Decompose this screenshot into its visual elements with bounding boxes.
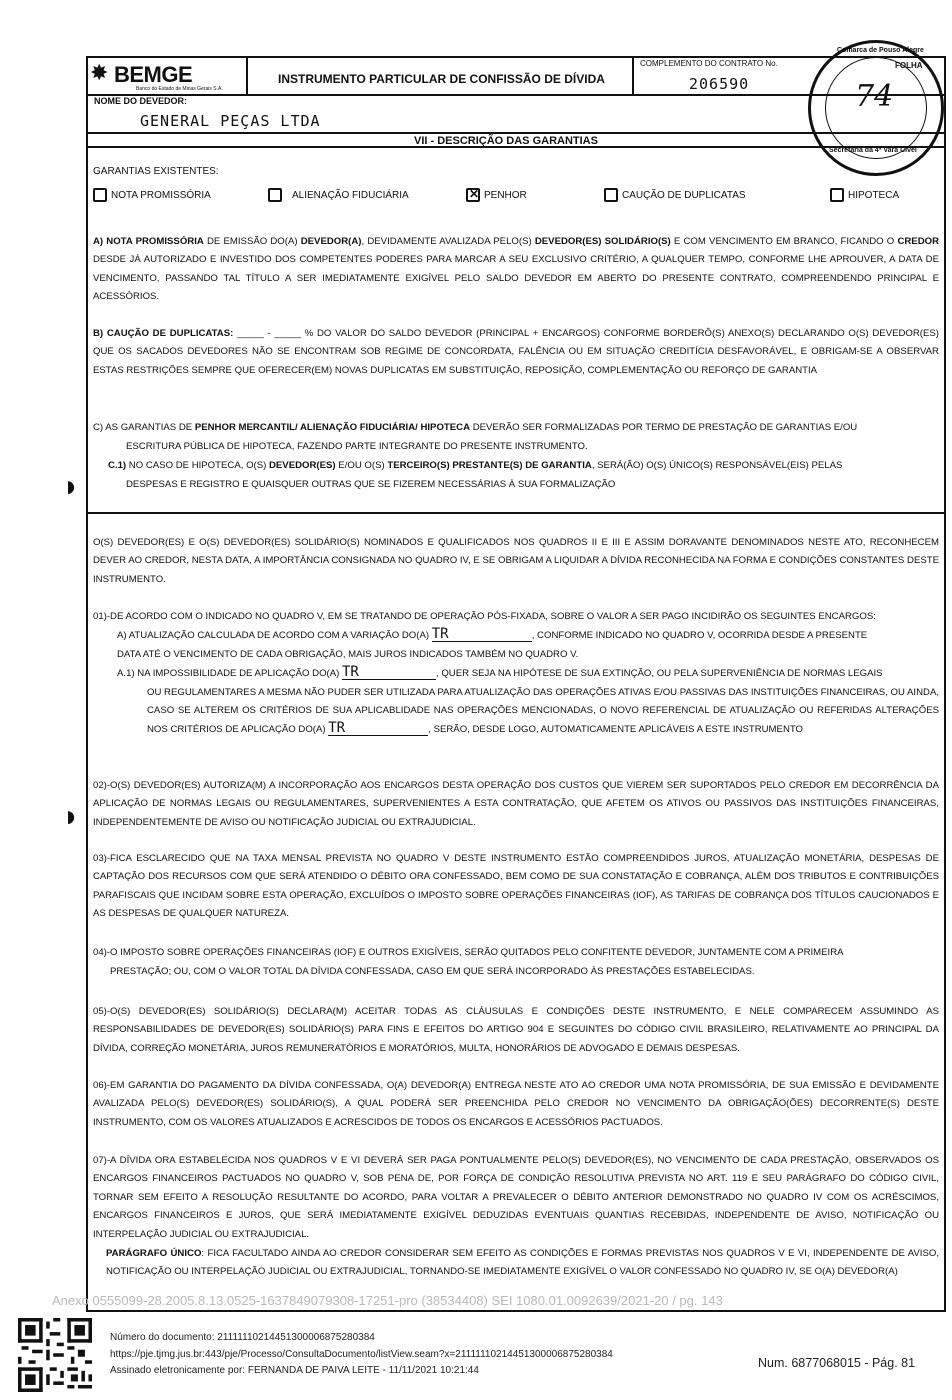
checkbox-box — [268, 188, 282, 202]
footer-info — [110, 1330, 613, 1380]
paragrafo-unico-head: PARÁGRAFO ÚNICO — [106, 1248, 202, 1259]
intro-paragraph: O(S) DEVEDOR(ES) E O(S) DEVEDOR(ES) SOLIDÁRIO(S) NOMINADOS E QUALIFICADOS NOS QUADROS II E III E ASSIM DORAVANTE DENOMINADOS NESTE ATO, RECONHECEM DEVER AO CREDOR, NESTA DATA, A IMPORTÂNCIA CONSIGNADA NO QUADRO IV, E SE OBRIGAM A LIQUIDAR A DÍVIDA RECONHECIDA NA FORMA E CONDIÇÕES CONSTANTES DESTE INSTRUMENTO. — [93, 537, 939, 585]
contract-number: 206590 — [689, 75, 750, 93]
clause-c-text-2: DEVERÃO SER FORMALIZADAS POR TERMO DE PRESTAÇÃO DE GARANTIAS E/OU — [470, 422, 858, 433]
punch-mark-icon: ◗ — [62, 800, 81, 833]
debtor-label: NOME DO DEVEDOR: — [94, 96, 188, 106]
logo-text: BEMGE — [114, 62, 193, 87]
clause-b — [93, 325, 939, 380]
item-05: 05)-O(S) DEVEDOR(ES) SOLIDÁRIO(S) DECLARA(M) ACEITAR TODAS AS CLÁUSULAS E CONDIÇÕES DESTE INSTRUMENTO, E NELE COMPARECEM ASSUMINDO AS RESPONSABILIDADES DE DEVEDOR(ES) SOLIDÁRIO(S) PARA FINS E EFEITOS DO ARTIGO 904 E SEGUINTES DO CÓDIGO CIVIL BRASILEIRO, RELATIVAMENTE AO PRINCIPAL DA DÍVIDA, CORREÇÃO MONETÁRIA, JUROS REMUNERATÓRIOS E MORATÓRIOS, MULTA, HONORÁRIOS DE ADVOGADO E DEMAIS DESPESAS. — [93, 1006, 939, 1054]
footer-signature: Assinado eletronicamente por: FERNANDA DE PAIVA LEITE - 11/11/2021 10:21:44 — [110, 1365, 479, 1376]
clause-c1-text-1: NO CASO DE HIPOTECA, O(S) — [126, 460, 269, 471]
clause-a-credor: CREDOR — [897, 236, 940, 247]
checkbox-nota-promissoria[interactable] — [93, 188, 211, 202]
qr-code-icon — [18, 1318, 92, 1392]
checkbox-label: NOTA PROMISSÓRIA — [111, 189, 211, 201]
index-value-2: TR — [342, 665, 436, 680]
checkbox-hipoteca[interactable] — [830, 188, 899, 202]
court-stamp — [808, 40, 944, 176]
clause-a — [93, 233, 939, 307]
footer-doc-number: Número do documento: 21111110214451300006875280384 — [110, 1332, 375, 1343]
clause-c-head: PENHOR MERCANTIL/ ALIENAÇÃO FIDUCIÁRIA/ HIPOTECA — [194, 422, 471, 433]
checkbox-label: ALIENAÇÃO FIDUCIÁRIA — [292, 189, 409, 201]
clause-c1-text-2: E/OU O(S) — [335, 460, 388, 471]
clause-a-head: A) NOTA PROMISSÓRIA — [93, 236, 204, 247]
item-03: 03)-FICA ESCLARECIDO QUE NA TAXA MENSAL PREVISTA NO QUADRO V DESTE INSTRUMENTO ESTÃO COMPREENDIDOS JUROS, ATUALIZAÇÃO MONETÁRIA, DESPESAS DE CAPTAÇÃO DOS RECURSOS COM QUE SERÁ ATENDIDO O DÉBITO ORA CONFESSADO, BEM COMO DE SUA CONSTATAÇÃO E COBRANÇA, ALÉM DOS TRIBUTOS E CONTRIBUIÇÕES PARAFISCAIS QUE INCIDAM SOBRE ESTA OPERAÇÃO, EXCLUÍDOS O IMPOSTO SOBRE OPERAÇÕES FINANCEIRAS (IOF), AS TARIFAS DE COBRANÇA DOS TÍTULOS CAUCIONADOS E AS DESPESAS DE QUALQUER NATUREZA. — [93, 853, 939, 920]
clause-c1 — [108, 457, 928, 475]
stamp-bottom-text: Secretaria da 4ª Vara Cível — [829, 147, 917, 154]
clause-a-text-1: DE EMISSÃO DO(A) — [203, 236, 301, 247]
item-01-a1-body — [147, 684, 939, 739]
clause-a-text-4: DESDE JÁ AUTORIZADO E INVESTIDO DOS COMPETENTES PODERES PARA MARCAR A SEU EXCLUSIVO CRITÉRIO, A QUALQUER TEMPO, CONFORME LHE APROUVER, A DATA DE VENCIMENTO, PASSANDO TAL TÍTULO A SER IMEDIATAMENTE EXIGÍVEL PELO SALDO DEVEDOR EM ABERTO DO PRESENTE CONTRATO, COMPREENDENDO PRINCIPAL E ACESSÓRIOS. — [93, 254, 939, 303]
clause-c1-devedor: DEVEDOR(ES) — [268, 460, 336, 471]
item-01-a1-text-1: A.1) NA IMPOSSIBILIDADE DE APLICAÇÃO DO(A) — [117, 668, 342, 679]
item-01-a1-text-2: , QUER SEJA NA HIPÓTESE DE SUA EXTINÇÃO, OU PELA SUPERVENIÊNCIA DE NORMAS LEGAIS — [435, 668, 883, 679]
clause-b-head: B) CAUÇÃO DE DUPLICATAS: — [93, 328, 234, 339]
watermark: Anexo 0555099-28.2005.8.13.0525-1637849079308-17251-pro (38534408) SEI 1080.01.0092639/2021-20 / pg. 143 — [52, 1293, 723, 1308]
index-value: TR — [432, 627, 532, 642]
item-01-a-text-2: , CONFORME INDICADO NO QUADRO V, OCORRIDA DESDE A PRESENTE — [531, 630, 868, 641]
bank-logo — [88, 58, 248, 94]
checkbox-label: HIPOTECA — [848, 189, 900, 201]
checkbox-alienacao-fiduciaria[interactable] — [268, 188, 409, 202]
clause-c1-head: C.1) — [108, 460, 127, 471]
item-01-a1 — [117, 665, 939, 683]
checkbox-label: CAUÇÃO DE DUPLICATAS — [622, 189, 746, 201]
item-01-a-text-1: A) ATUALIZAÇÃO CALCULADA DE ACORDO COM A VARIAÇÃO DO(A) — [117, 630, 432, 641]
clause-c1-terceiro: TERCEIRO(S) PRESTANTE(S) DE GARANTIA — [387, 460, 592, 471]
checkbox-checked-box — [466, 188, 480, 202]
paragrafo-unico — [106, 1245, 939, 1282]
clause-a-text-3: E COM VENCIMENTO EM BRANCO, FICANDO O — [670, 236, 898, 247]
clause-a-devedor: DEVEDOR(A) — [300, 236, 362, 247]
item-01-a1-text-3: OU REGULAMENTARES A MESMA NÃO PUDER SER UTILIZADA PARA ATUALIZAÇÃO DAS OPERAÇÕES ATIVAS E/OU PASSIVAS DAS INSTITUIÇÕES FINANCEIRAS, OU AINDA, CASO SE ALTEREM OS CRITÉRIOS DE SUA APLICABLIDADE NAS OPERAÇÕES MENCIONADAS, O NOVO REFERENCIAL DE ATUALIZAÇÃO OU REFERIDAS ALTERAÇÕES NOS CRITÉRIOS DE APLICAÇÃO DO(A) — [147, 687, 940, 735]
item-01: 01)-DE ACORDO COM O INDICADO NO QUADRO V, EM SE TRATANDO DE OPERAÇÃO PÓS-FIXADA, SOBRE O VALOR A SER PAGO INCIDIRÃO OS SEGUINTES ENCARGOS: — [93, 611, 876, 622]
clause-c — [93, 419, 939, 437]
item-01-a-line-2: DATA ATÉ O VENCIMENTO DE CADA OBRIGAÇÃO, MAIS JUROS INDICADOS TAMBÉM NO QUADRO V. — [117, 649, 579, 660]
punch-mark-icon: ◗ — [62, 470, 81, 503]
stamp-folha: FOLHA — [895, 61, 923, 70]
item-06: 06)-EM GARANTIA DO PAGAMENTO DA DÍVIDA CONFESSADA, O(A) DEVEDOR(A) ENTREGA NESTE ATO AO CREDOR UMA NOTA PROMISSÓRIA, DE SUA EMISSÃO E DEVIDAMENTE AVALIZADA PELO(S) DEVEDOR(ES) SOLIDÁRIO(S), A QUAL PODERÁ SER PREENCHIDA PELO CREDOR NO VENCIMENTO DA OBRIGAÇÃO(ÕES) DECORRENTE(S) DESTE INSTRUMENTO, COM OS VALORES ATUALIZADOS E ACRESCIDOS DE TODOS OS ENCARGOS E ACESSÓRIOS PACTUADOS. — [93, 1080, 939, 1128]
clause-c1-text-3: , SERÁ(ÃO) O(S) ÚNICO(S) RESPONSÁVEL(EIS) PELAS — [591, 460, 843, 471]
contract-label: COMPLEMENTO DO CONTRATO No. — [640, 59, 778, 68]
stamp-page-number: 74 — [855, 79, 894, 114]
clause-a-solidario: DEVEDOR(ES) SOLIDÁRIO(S) — [534, 236, 671, 247]
clause-b-text: % DO VALOR DO SALDO DEVEDOR (PRINCIPAL + ENCARGOS) CONFORME BORDERÔ(S) ANEXO(S) DECLARANDO O(S) DEVEDOR(ES) QUE OS SACADOS DEVEDORES NÃO SE ENCONTRAM SOB REGIME DE CONCORDATA, FALÊNCIA OU EM SITUAÇÃO CREDITÍCIA DESFAVORÁVEL, E OBRIGAM-SE A OBSERVAR ESTAS RESTRIÇÕES SEMPRE QUE OFERECER(EM) NOVAS DUPLICATAS EM SUBSTITUIÇÃO, REPOSIÇÃO, COMPLEMENTAÇÃO OU REFORÇO DE GARANTIA — [93, 328, 939, 376]
checkbox-penhor[interactable] — [466, 188, 527, 202]
checkbox-caucao-duplicatas[interactable] — [604, 188, 746, 202]
clause-a-text-2: , DEVIDAMENTE AVALIZADA PELO(S) — [361, 236, 535, 247]
document-title: INSTRUMENTO PARTICULAR DE CONFISSÃO DE DÍVIDA — [278, 72, 605, 86]
item-01-a1-text-4: , SERÃO, DESDE LOGO, AUTOMATICAMENTE APLICÁVEIS A ESTE INSTRUMENTO — [428, 723, 804, 735]
footer-page-ref: Num. 6877068015 - Pág. 81 — [758, 1356, 916, 1370]
item-02: 02)-O(S) DEVEDOR(ES) AUTORIZA(M) A INCORPORAÇÃO AOS ENCARGOS DESTA OPERAÇÃO DOS CUSTOS QUE VIEREM SER SUPORTADOS PELO CREDOR EM DECORRÊNCIA DA APLICAÇÃO DE NORMAS LEGAIS OU REGULAMENTARES, SUPERVENIENTES A ESTA CONTRATAÇÃO, QUE AFETEM OS ATIVOS OU PASSIVOS DAS INSTITUIÇÕES FINANCEIRAS, INDEPENDENTEMENTE DE AVISO OU NOTIFICAÇÃO JUDICIAL OU EXTRAJUDICIAL. — [93, 780, 939, 828]
clause-b-blank: _____ - _____ — [233, 328, 305, 339]
paragrafo-unico-body: : FICA FACULTADO AINDA AO CREDOR CONSIDERAR SEM EFEITO AS CONDIÇÕES E FORMAS PREVISTAS NOS QUADROS V E VI, INDEPENDENTE DE AVISO, NOTIFICAÇÃO OU INTERPELAÇÃO JUDICIAL OU EXTRAJUDICIAL, TORNANDO-SE IMEDIATAMENTE EXIGÍVEL O VALOR CONFESSADO NO QUADRO IV, SE O(A) DEVEDOR(A) — [106, 1248, 939, 1278]
section-divider — [86, 512, 946, 514]
checkbox-box — [93, 188, 107, 202]
logo-star-icon: ✸ — [90, 60, 109, 85]
index-value-3: TR — [328, 721, 428, 736]
checkbox-box — [604, 188, 618, 202]
item-04-line-2: PRESTAÇÃO; OU, COM O VALOR TOTAL DA DÍVIDA CONFESSADA, CASO EM QUE SERÁ INCORPORADO ÀS PRESTAÇÕES ESTABELECIDAS. — [110, 966, 755, 977]
logo-subtitle: Banco do Estado de Minas Gerais S.A. — [136, 86, 223, 92]
item-04: 04)-O IMPOSTO SOBRE OPERAÇÕES FINANCEIRAS (IOF) E OUTROS EXIGÍVEIS, SERÃO QUITADOS PELO CONFITENTE DEVEDOR, JUNTAMENTE COM A PRIMEIRA — [93, 947, 844, 958]
stamp-top-text: Comarca de Pouso Alegre — [837, 47, 924, 54]
debtor-name: GENERAL PEÇAS LTDA — [140, 112, 321, 130]
checkbox-label: PENHOR — [484, 189, 527, 201]
clause-c-line-2: ESCRITURA PÚBLICA DE HIPOTECA, FAZENDO PARTE INTEGRANTE DO PRESENTE INSTRUMENTO. — [126, 441, 588, 452]
footer-url[interactable]: https://pje.tjmg.jus.br:443/pje/Processo/ConsultaDocumento/listView.seam?x=21111110214451300006875280384 — [110, 1348, 613, 1360]
clause-c1-line-2: DESPESAS E REGISTRO E QUAISQUER OUTRAS QUE SE FIZEREM NECESSÁRIAS À SUA FORMALIZAÇÃO — [126, 479, 616, 490]
checkbox-box — [830, 188, 844, 202]
item-07: 07)-A DÍVIDA ORA ESTABELECIDA NOS QUADROS V E VI DEVERÁ SER PAGA PONTUALMENTE PELO(S) DEVEDOR(ES), NO VENCIMENTO DE CADA PRESTAÇÃO, OBSERVADOS OS ENCARGOS FINANCEIROS PACTUADOS NO QUADRO V, SOB PENA DE, POR FORÇA DE CONDIÇÃO RESOLUTIVA PREVISTA NO ART. 119 E SEU PARÁGRAFO DO CÓDIGO CIVIL, TORNAR SEM EFEITO A RESOLUÇÃO RESULTANTE DO ACORDO, PARA VOLTAR A PREVALECER O DÉBITO ANTERIOR DEMONSTRADO NO QUADRO IV COM OS ACRÉSCIMOS, ENCARGOS FINANCEIROS E JUROS, QUE SERÁ IMEDIATAMENTE EXIGÍVEL DEDUZIDAS EVENTUAIS QUANTIAS RECEBIDAS, INDEPENDENTE DE AVISO, NOTIFICAÇÃO OU INTERPELAÇÃO JUDICIAL OU EXTRAJUDICIAL. — [93, 1155, 939, 1240]
clause-c-text-1: C) AS GARANTIAS DE — [93, 422, 195, 433]
guarantees-label: GARANTIAS EXISTENTES: — [93, 166, 219, 177]
section-title: VII - DESCRIÇÃO DAS GARANTIAS — [414, 135, 598, 147]
item-01-a — [117, 627, 939, 645]
